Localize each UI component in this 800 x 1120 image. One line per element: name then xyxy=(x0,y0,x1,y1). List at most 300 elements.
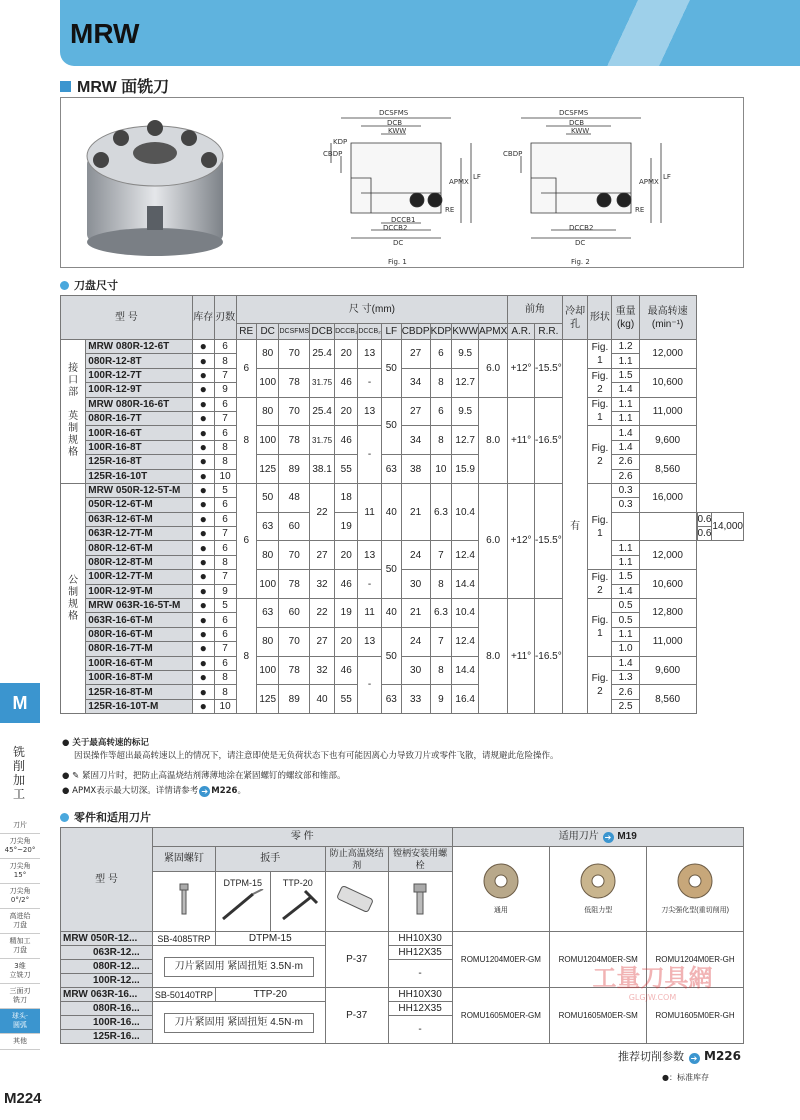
stock-cell: ● xyxy=(192,368,214,382)
dccb1-cell: 18 xyxy=(335,483,358,512)
dccb1-cell: 46 xyxy=(335,570,358,599)
dccb1-cell: 20 xyxy=(335,541,358,570)
spec-section-title: 刀盘尺寸 xyxy=(60,277,118,293)
kww-cell: 10.4 xyxy=(452,483,479,541)
bolt-cell: HH12X35 xyxy=(388,946,452,960)
wrench-ttp-cell: TTP-20 xyxy=(270,872,325,932)
teeth-cell: 8 xyxy=(214,555,236,569)
teeth-cell: 10 xyxy=(214,469,236,483)
insert-type-general: 通用 xyxy=(452,847,550,932)
model-cell: 063R-12-6T-M xyxy=(86,512,193,526)
model-cell: 100R-16-6T-M xyxy=(86,656,193,670)
dccb1-cell: 20 xyxy=(335,340,358,369)
dim-label: LF xyxy=(663,173,671,181)
kww-cell: 14.4 xyxy=(452,656,479,685)
dim-label: LF xyxy=(473,173,481,181)
teeth-cell: 6 xyxy=(214,613,236,627)
header-stripe xyxy=(460,0,800,66)
anti-seize-cell: P-37 xyxy=(325,988,388,1044)
dim-label: DC xyxy=(575,239,586,247)
coolant-cell: 有 xyxy=(562,340,588,714)
kdp-cell: 8 xyxy=(430,570,452,599)
lf-cell: 40 xyxy=(381,599,401,628)
teeth-cell: 7 xyxy=(214,642,236,656)
dim-subheader: DCCB₁ xyxy=(335,324,358,340)
stock-cell: ● xyxy=(192,440,214,454)
dcb-cell: 27 xyxy=(310,541,335,570)
teeth-cell: 6 xyxy=(214,426,236,440)
ar-cell: +12° xyxy=(508,483,535,598)
weight-cell: 1.4 xyxy=(612,426,639,440)
stock-cell: ● xyxy=(192,426,214,440)
stock-cell: ● xyxy=(192,354,214,368)
model-cell: 125R-16-8T xyxy=(86,455,193,469)
shape-cell: Fig. 1 xyxy=(588,599,612,657)
parts-model-cell: 125R-16... xyxy=(61,1030,153,1044)
max-speed-cell: 9,600 xyxy=(639,426,696,455)
dim-subheader: R.R. xyxy=(534,324,562,340)
bullet-icon xyxy=(60,813,69,822)
max-speed-cell: 12,000 xyxy=(639,340,696,369)
dccb2-cell: 13 xyxy=(358,627,382,656)
dcsfms-cell: 60 xyxy=(279,512,310,541)
weight-cell: 0.5 xyxy=(612,599,639,613)
fig2-label: Fig. 2 xyxy=(571,258,590,266)
dim-label: RE xyxy=(635,206,645,214)
parts-model-cell: 100R-12... xyxy=(61,974,153,988)
kdp-cell: 8 xyxy=(430,426,452,455)
kdp-cell xyxy=(639,512,696,541)
section-tab-m[interactable]: M xyxy=(0,683,40,723)
model-cell: 080R-12-8T-M xyxy=(86,555,193,569)
sidebar-item[interactable]: 3维 立铣刀 xyxy=(0,959,40,984)
dim-label: CBDP xyxy=(323,150,343,158)
parts-model-cell: 080R-16... xyxy=(61,1002,153,1016)
model-cell: 125R-16-8T-M xyxy=(86,685,193,699)
sidebar-item[interactable]: 精加工 刀盘 xyxy=(0,934,40,959)
stock-cell: ● xyxy=(192,340,214,354)
sidebar-item[interactable]: 刀片 xyxy=(0,818,40,834)
insert-general-icon xyxy=(481,861,521,901)
kdp-cell: 7 xyxy=(430,541,452,570)
model-header: 型 号 xyxy=(61,296,193,340)
teeth-cell: 7 xyxy=(214,527,236,541)
kdp-cell: 6.3 xyxy=(430,599,452,628)
page-number: M224 xyxy=(4,1090,42,1107)
max-speed-cell: 8,560 xyxy=(639,455,696,484)
lf-cell: 50 xyxy=(381,397,401,455)
bolt-cell: HH10X30 xyxy=(388,988,452,1002)
weight-cell: 0.3 xyxy=(612,498,639,512)
stock-cell: ● xyxy=(192,685,214,699)
model-cell: 050R-12-6T-M xyxy=(86,498,193,512)
dim-subheader: A.R. xyxy=(508,324,535,340)
teeth-cell: 8 xyxy=(214,440,236,454)
dc-cell: 125 xyxy=(256,685,279,714)
anti-seize-cell: P-37 xyxy=(325,932,388,988)
dim-label: APMX xyxy=(449,178,469,186)
stock-cell: ● xyxy=(192,670,214,684)
note-title: ● 关于最高转速的标记 xyxy=(62,738,149,748)
tube-icon xyxy=(332,882,382,918)
dcsfms-cell: 70 xyxy=(279,627,310,656)
sidebar-item[interactable]: 高进给 刀盘 xyxy=(0,909,40,934)
teeth-cell: 8 xyxy=(214,685,236,699)
model-cell: MRW 080R-16-6T xyxy=(86,397,193,411)
dccb2-cell: 13 xyxy=(358,397,382,426)
page-header xyxy=(60,0,800,66)
cbdp-cell: 21 xyxy=(401,483,430,541)
dcb-cell: 38.1 xyxy=(310,455,335,484)
model-cell: MRW 050R-12-5T-M xyxy=(86,483,193,497)
torque-cell xyxy=(152,1002,325,1044)
stock-cell: ● xyxy=(192,411,214,425)
sidebar-item[interactable]: 刀尖角 0°/2° xyxy=(0,884,40,909)
weight-cell: 0.3 xyxy=(612,483,639,497)
grease-icon: ✎ xyxy=(72,771,80,781)
model-cell: 100R-12-7T xyxy=(86,368,193,382)
model-cell: 100R-16-8T-M xyxy=(86,670,193,684)
note-body: 因误操作等超出最高转速以上的情况下，请注意即使是无负荷状态下也有可能因离心力导致刀片或零件飞散，请规避此危险操作。 xyxy=(74,751,559,761)
sidebar-item[interactable]: 刀尖角 15° xyxy=(0,859,40,884)
dccb2-cell: 13 xyxy=(358,541,382,570)
dcb-cell: 25.4 xyxy=(310,340,335,369)
bolt-icon xyxy=(410,882,430,918)
kdp-cell: 10 xyxy=(430,455,452,484)
re-cell: 6 xyxy=(236,340,256,398)
dcb-cell: 22 xyxy=(310,483,335,541)
kww-cell: 9.5 xyxy=(452,397,479,426)
model-cell: 100R-16-8T xyxy=(86,440,193,454)
apmx-cell: 6.0 xyxy=(478,340,507,398)
screwdriver-icon xyxy=(218,889,268,923)
parts-model-cell: 063R-12... xyxy=(61,946,153,960)
kww-cell: 15.9 xyxy=(452,455,479,484)
dcsfms-cell: 48 xyxy=(279,483,310,512)
model-cell: 100R-12-9T xyxy=(86,383,193,397)
dim-label: DCCB2 xyxy=(383,224,408,232)
section-title: MRW 面铣刀 xyxy=(60,74,169,97)
weight-cell: 2.6 xyxy=(612,685,639,699)
wrench-dtpm-cell: DTPM-15 xyxy=(215,872,270,932)
lf-cell: 50 xyxy=(381,627,401,685)
cbdp-cell: 34 xyxy=(401,426,430,455)
bolt-cell: HH10X30 xyxy=(388,932,452,946)
weight-cell: 1.3 xyxy=(612,670,639,684)
dccb1-cell: 46 xyxy=(335,426,358,455)
torque-box: 刀片紧固用 紧固扭矩 4.5N·m xyxy=(164,1013,314,1033)
max-speed-cell: 14,000 xyxy=(712,512,744,541)
model-cell: 080R-16-7T-M xyxy=(86,642,193,656)
rr-cell: -15.5° xyxy=(534,483,562,598)
shape-cell: Fig. 2 xyxy=(588,368,612,397)
cbdp-cell: 27 xyxy=(401,397,430,426)
bullet-icon xyxy=(60,281,69,290)
dcsfms-cell: 89 xyxy=(279,455,310,484)
dcsfms-cell: 70 xyxy=(279,541,310,570)
fig1-label: Fig. 1 xyxy=(388,258,407,266)
stock-cell: ● xyxy=(192,599,214,613)
insert-cell: ROMU1204M0ER-GM xyxy=(452,932,550,988)
teeth-cell: 8 xyxy=(214,455,236,469)
stock-cell: ● xyxy=(192,699,214,713)
spec-table xyxy=(60,295,744,714)
cbdp-cell: 21 xyxy=(401,599,430,628)
cbdp-cell: 24 xyxy=(401,541,430,570)
shape-header: 形状 xyxy=(588,296,612,340)
dc-cell: 100 xyxy=(256,368,279,397)
lf-cell: 63 xyxy=(381,455,401,484)
page-title: MRW xyxy=(70,18,140,49)
recommended-cutting-ref[interactable]: 推荐切削参数 ➔ M226 xyxy=(618,1049,741,1063)
torque-box: 刀片紧固用 紧固扭矩 3.5N·m xyxy=(164,957,314,977)
insert-cell: ROMU1204M0ER-SM xyxy=(550,932,647,988)
screw-cell: SB-4085TRP xyxy=(152,932,215,946)
screw-cell: SB-50140TRP xyxy=(152,988,215,1002)
stock-cell: ● xyxy=(192,469,214,483)
model-cell: 080R-12-6T-M xyxy=(86,541,193,555)
insert-header: 适用刀片 ➔ M19 xyxy=(452,828,743,847)
sidebar-list xyxy=(0,818,40,1050)
teeth-cell: 6 xyxy=(214,498,236,512)
t-wrench-icon xyxy=(273,889,323,923)
model-cell: MRW 080R-12-6T xyxy=(86,340,193,354)
max-speed-header: 最高转速 (min⁻¹) xyxy=(639,296,696,340)
re-cell: 8 xyxy=(236,599,256,714)
note-sinter: ● ✎ 紧固刀片时，把防止高温烧结剂薄薄地涂在紧固螺钉的螺纹部和锥部。 xyxy=(62,771,346,781)
weight-cell: 1.4 xyxy=(612,584,639,598)
dcb-cell: 32 xyxy=(310,656,335,685)
cbdp-cell: 30 xyxy=(401,656,430,685)
dcb-cell: 40 xyxy=(310,685,335,714)
stock-cell: ● xyxy=(192,397,214,411)
kdp-cell: 8 xyxy=(430,368,452,397)
shape-cell: Fig. 2 xyxy=(588,426,612,484)
sidebar-category: 铣削加工 xyxy=(12,745,25,801)
weight-cell: 0.5 xyxy=(612,613,639,627)
teeth-cell: 10 xyxy=(214,699,236,713)
dim-label: DCSFMS xyxy=(379,109,409,117)
parts-model-cell: MRW 063R-16... xyxy=(61,988,153,1002)
dim-subheader: CBDP xyxy=(401,324,430,340)
stock-cell: ● xyxy=(192,527,214,541)
dim-label: DCB xyxy=(387,119,403,127)
dim-label: DCSFMS xyxy=(559,109,589,117)
dcb-cell: 25.4 xyxy=(310,397,335,426)
parts-model-cell: 100R-16... xyxy=(61,1016,153,1030)
parts-header: 零 件 xyxy=(152,828,452,847)
cbdp-cell: 30 xyxy=(401,570,430,599)
teeth-cell: 5 xyxy=(214,483,236,497)
kww-cell: 12.4 xyxy=(452,627,479,656)
dim-subheader: DCCB₂ xyxy=(358,324,382,340)
cutter-photo xyxy=(87,120,223,256)
teeth-cell: 7 xyxy=(214,368,236,382)
cbdp-cell: 27 xyxy=(401,340,430,369)
shape-cell: Fig. 1 xyxy=(588,397,612,426)
dcsfms-cell: 78 xyxy=(279,368,310,397)
dc-cell: 50 xyxy=(256,483,279,512)
dcb-cell: 31.75 xyxy=(310,426,335,455)
parts-model-cell: MRW 050R-12... xyxy=(61,932,153,946)
dim-subheader: DC xyxy=(256,324,279,340)
teeth-cell: 6 xyxy=(214,541,236,555)
dim-label: DC xyxy=(393,239,404,247)
teeth-cell: 9 xyxy=(214,383,236,397)
arrow-icon: ➔ xyxy=(689,1053,700,1064)
teeth-cell: 6 xyxy=(214,627,236,641)
group-label-metric: 公制规格 xyxy=(61,483,86,713)
weight-cell: 2.6 xyxy=(612,469,639,483)
kww-cell: 16.4 xyxy=(452,685,479,714)
max-speed-cell: 12,000 xyxy=(639,541,696,570)
parts-model-header: 型 号 xyxy=(61,828,153,932)
model-cell: 063R-12-7T-M xyxy=(86,527,193,541)
anti-seize-header: 防止高温烧结剂 xyxy=(325,847,388,872)
teeth-cell: 6 xyxy=(214,397,236,411)
insert-cell: ROMU1605M0ER-GH xyxy=(647,988,744,1044)
dccb2-cell: 11 xyxy=(358,599,382,628)
weight-cell: 2.5 xyxy=(612,699,639,713)
shape-cell: Fig. 2 xyxy=(588,570,612,599)
weight-cell: 1.1 xyxy=(612,627,639,641)
kdp-cell: 6.3 xyxy=(430,483,452,541)
sidebar-item[interactable]: 其他 xyxy=(0,1034,40,1050)
sidebar-item[interactable]: 球头· 圆弧 xyxy=(0,1009,40,1034)
dim-label: DCCB1 xyxy=(391,216,416,224)
lf-cell: 50 xyxy=(381,541,401,599)
dc-cell: 80 xyxy=(256,541,279,570)
arrow-icon: ➔ xyxy=(603,832,614,843)
dcsfms-cell: 78 xyxy=(279,426,310,455)
model-cell: 125R-16-10T-M xyxy=(86,699,193,713)
sidebar-item[interactable]: 三面刃 铣刀 xyxy=(0,984,40,1009)
lf-cell: 50 xyxy=(381,340,401,398)
kww-cell: 14.4 xyxy=(452,570,479,599)
dc-cell: 100 xyxy=(256,570,279,599)
kdp-cell: 7 xyxy=(430,627,452,656)
weight-cell: 1.1 xyxy=(612,354,639,368)
model-cell: 100R-16-6T xyxy=(86,426,193,440)
coolant-header: 冷却孔 xyxy=(562,296,588,340)
dim-subheader: APMX xyxy=(478,324,507,340)
model-cell: 080R-16-6T-M xyxy=(86,627,193,641)
rr-cell: -15.5° xyxy=(534,340,562,398)
dim-subheader: DCSFMS xyxy=(279,324,310,340)
sidebar-item[interactable]: 刀尖角 45°~20° xyxy=(0,834,40,859)
dim-label: APMX xyxy=(639,178,659,186)
dccb1-cell: 55 xyxy=(335,685,358,714)
stock-cell: ● xyxy=(192,570,214,584)
note-apmx: ● APMX表示最大切深。详情请参考 ➔ M226。 xyxy=(62,786,246,796)
stock-cell: ● xyxy=(192,541,214,555)
arrow-icon: ➔ xyxy=(199,786,210,797)
cbdp-cell: 38 xyxy=(401,455,430,484)
kww-cell: 12.4 xyxy=(452,541,479,570)
model-cell: MRW 063R-16-5T-M xyxy=(86,599,193,613)
dcsfms-cell: 78 xyxy=(279,570,310,599)
bolt-cell: - xyxy=(388,960,452,988)
screw-icon xyxy=(174,882,194,918)
dccb1-cell: 20 xyxy=(335,627,358,656)
teeth-cell: 5 xyxy=(214,599,236,613)
shape-cell: Fig. 1 xyxy=(588,483,612,569)
dims-header: 尺 寸(mm) xyxy=(236,296,508,324)
weight-cell: 1.1 xyxy=(612,555,639,569)
torque-cell xyxy=(152,946,325,988)
parts-model-cell: 080R-12... xyxy=(61,960,153,974)
insert-type-low-resistance: 低阻力型 xyxy=(550,847,647,932)
product-figure-box xyxy=(60,97,744,268)
lf-cell: 40 xyxy=(381,483,401,541)
dccb2-cell: 11 xyxy=(358,483,382,541)
wrench-header: 扳手 xyxy=(215,847,325,872)
apmx-cell: 8.0 xyxy=(478,599,507,714)
arbor-bolt-header: 镗柄安装用螺栓 xyxy=(388,847,452,872)
teeth-cell: 6 xyxy=(214,340,236,354)
dccb2-cell: - xyxy=(358,368,382,397)
apmx-cell: 8.0 xyxy=(478,397,507,483)
dc-cell: 100 xyxy=(256,656,279,685)
kdp-cell: 9 xyxy=(430,685,452,714)
dc-cell: 80 xyxy=(256,340,279,369)
model-cell: 100R-12-9T-M xyxy=(86,584,193,598)
dim-subheader: KDP xyxy=(430,324,452,340)
dim-label: DCB xyxy=(569,119,585,127)
teeth-cell: 9 xyxy=(214,584,236,598)
dccb2-cell: - xyxy=(358,656,382,714)
model-cell: 125R-16-10T xyxy=(86,469,193,483)
wrench-cell: DTPM-15 xyxy=(215,932,325,946)
insert-cell: ROMU1204M0ER-GH xyxy=(647,932,744,988)
ar-cell: +12° xyxy=(508,340,535,398)
dc-cell: 63 xyxy=(256,599,279,628)
cbdp-cell xyxy=(612,512,639,541)
shape-cell: Fig. 1 xyxy=(588,340,612,369)
dcb-cell: 27 xyxy=(310,627,335,656)
dim-subheader: RE xyxy=(236,324,256,340)
model-cell: 080R-12-8T xyxy=(86,354,193,368)
dcsfms-cell: 70 xyxy=(279,397,310,426)
re-cell: 8 xyxy=(236,397,256,483)
model-cell: 063R-16-6T-M xyxy=(86,613,193,627)
insert-low-resistance-icon xyxy=(578,861,618,901)
stock-cell: ● xyxy=(192,627,214,641)
dim-label: KWW xyxy=(388,127,407,135)
dim-subheader: LF xyxy=(381,324,401,340)
dccb1-cell: 19 xyxy=(335,512,358,541)
stock-cell: ● xyxy=(192,455,214,469)
stock-legend: ●：标准库存 xyxy=(662,1073,709,1082)
dcsfms-cell: 89 xyxy=(279,685,310,714)
max-speed-cell: 10,600 xyxy=(639,570,696,599)
teeth-cell: 8 xyxy=(214,670,236,684)
insert-cell: ROMU1605M0ER-SM xyxy=(550,988,647,1044)
square-icon xyxy=(60,81,71,92)
stock-cell: ● xyxy=(192,555,214,569)
max-speed-cell: 11,000 xyxy=(639,627,696,656)
cbdp-cell: 24 xyxy=(401,627,430,656)
dccb1-cell: 20 xyxy=(335,397,358,426)
teeth-cell: 8 xyxy=(214,354,236,368)
stock-cell: ● xyxy=(192,642,214,656)
teeth-cell: 6 xyxy=(214,512,236,526)
dc-cell: 125 xyxy=(256,455,279,484)
weight-cell: 0.6 xyxy=(697,528,712,540)
cbdp-cell: 34 xyxy=(401,368,430,397)
dim-label: KDP xyxy=(333,138,348,146)
max-speed-cell: 11,000 xyxy=(639,397,696,426)
